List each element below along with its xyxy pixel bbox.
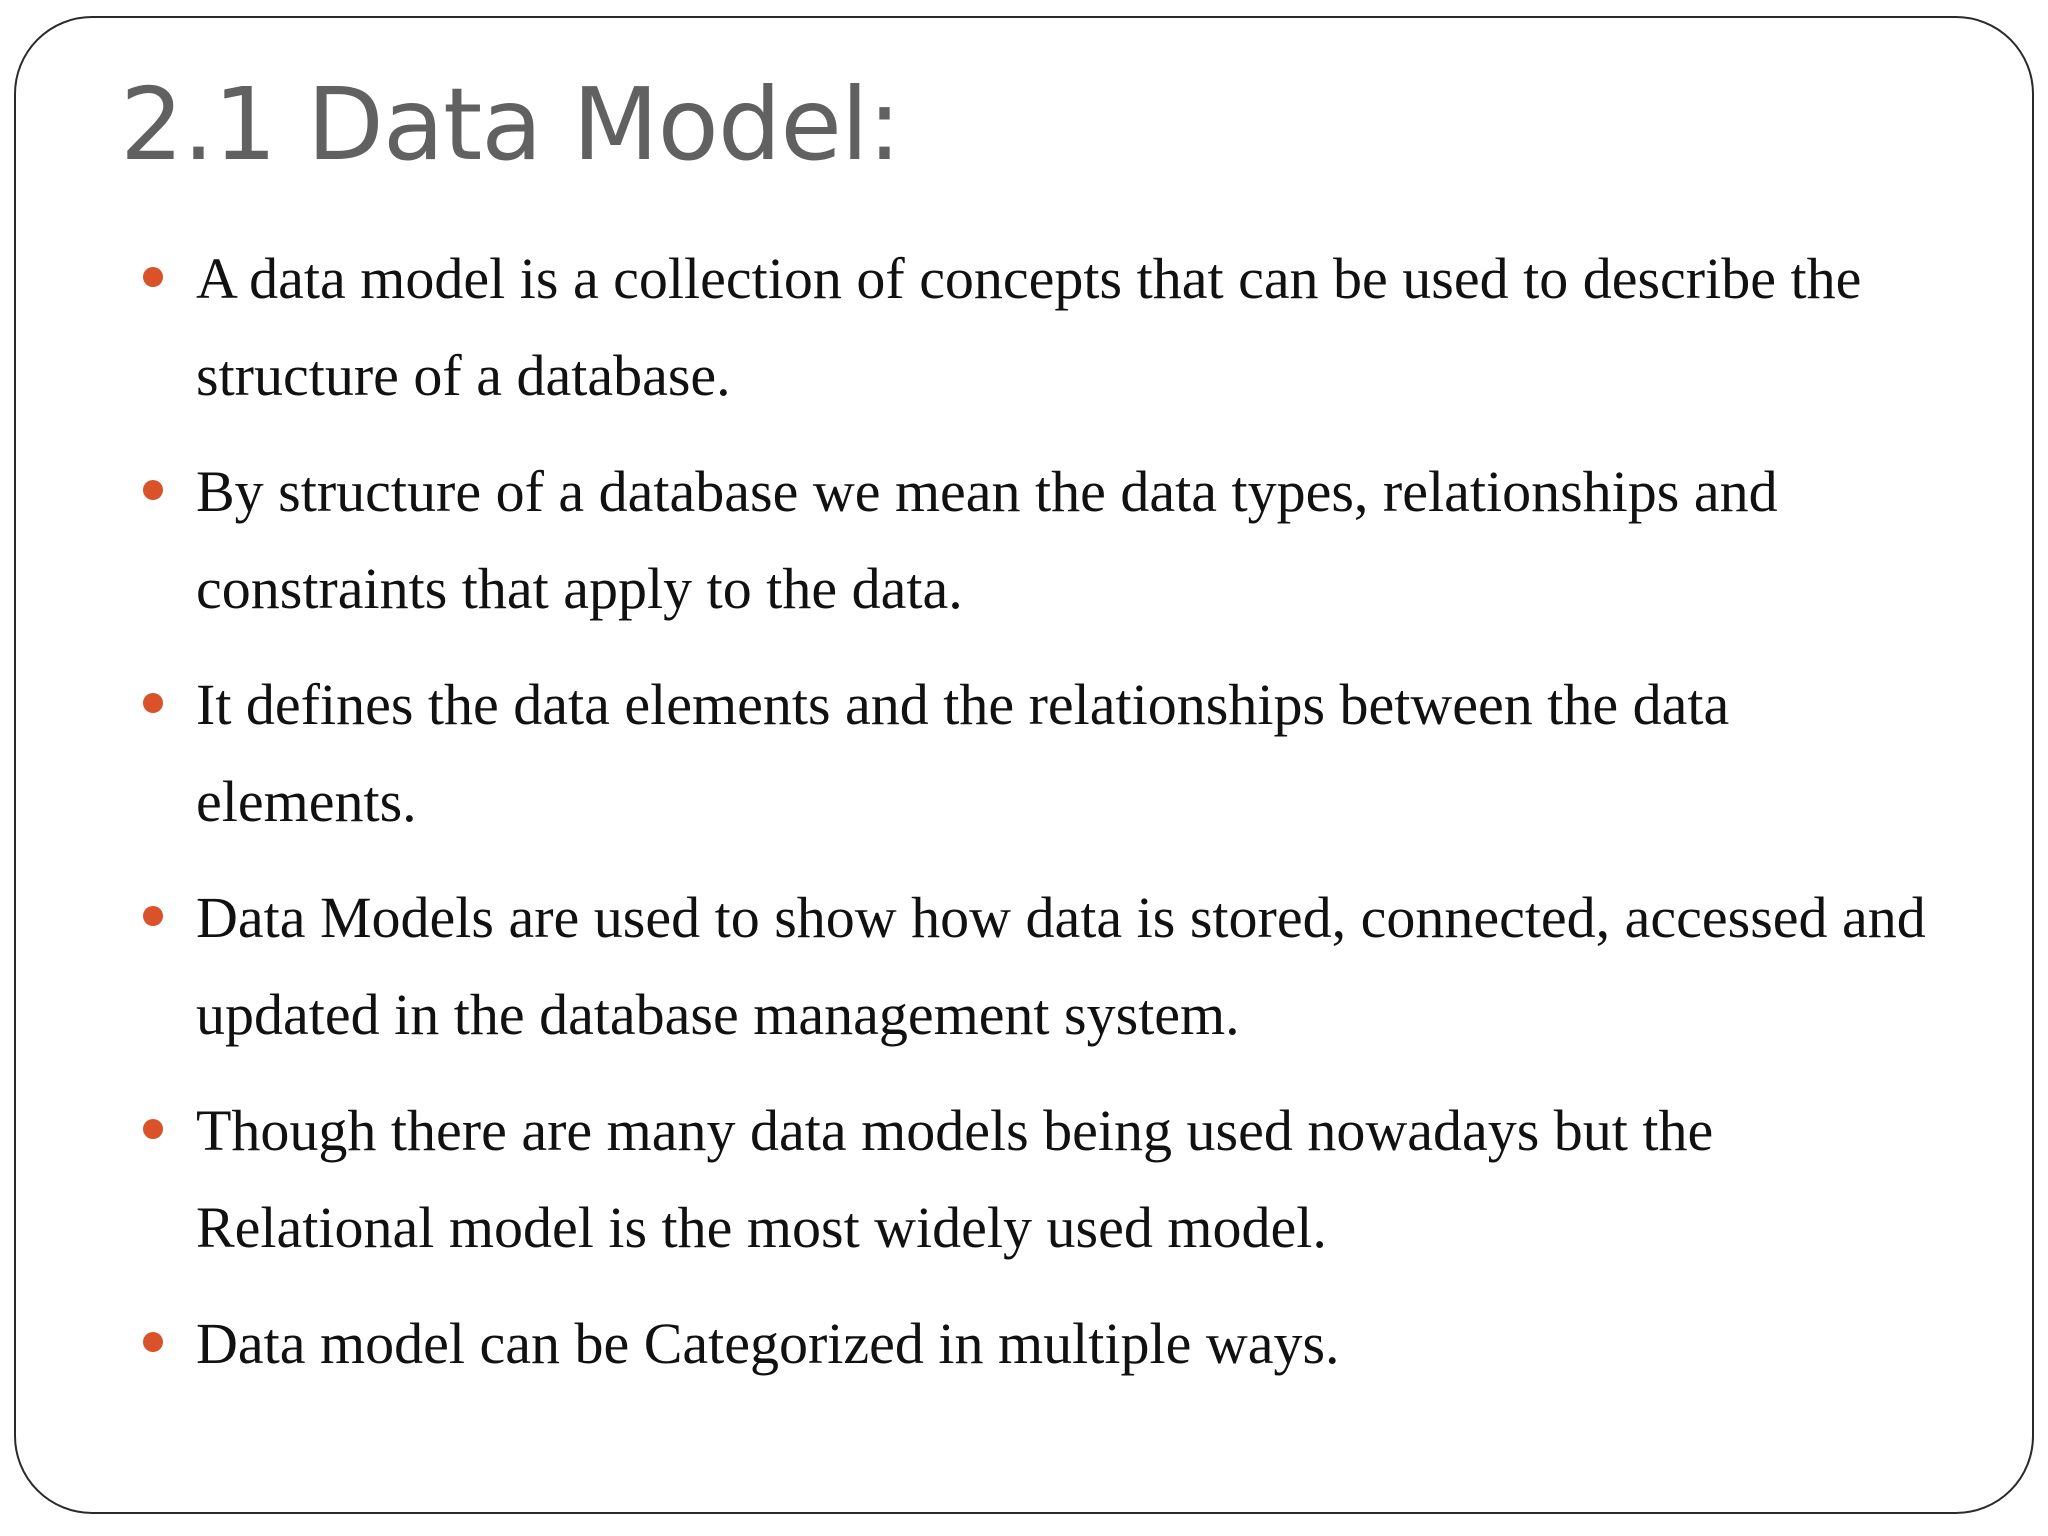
bullet-dot-icon (143, 1119, 163, 1139)
bullet-item (196, 869, 1956, 1063)
bullet-text: A data model is a collection of concepts that can be used to describe the structure of a database. (196, 246, 1862, 408)
bullet-dot-icon (143, 906, 163, 926)
bullet-text: Data Models are used to show how data is stored, connected, accessed and updated in the database management system. (196, 885, 1926, 1047)
bullet-text: By structure of a database we mean the data types, relationships and constraints that apply to the data. (196, 459, 1778, 621)
bullet-dot-icon (143, 693, 163, 713)
slide-title: 2.1 Data Model: (120, 66, 901, 183)
bullet-item (196, 230, 1956, 424)
bullet-item (196, 656, 1956, 850)
bullet-text: Though there are many data models being used nowadays but the Relational model is the most widely used model. (196, 1098, 1714, 1260)
bullet-item (196, 1295, 1956, 1392)
bullet-dot-icon (143, 1332, 163, 1352)
slide-frame (14, 16, 2034, 1514)
bullet-dot-icon (143, 480, 163, 500)
bullet-item (196, 1082, 1956, 1276)
bullet-dot-icon (143, 267, 163, 287)
bullet-item (196, 443, 1956, 637)
bullet-list (196, 230, 1956, 1411)
bullet-text: Data model can be Categorized in multiple ways. (196, 1311, 1340, 1376)
bullet-text: It defines the data elements and the relationships between the data elements. (196, 672, 1730, 834)
